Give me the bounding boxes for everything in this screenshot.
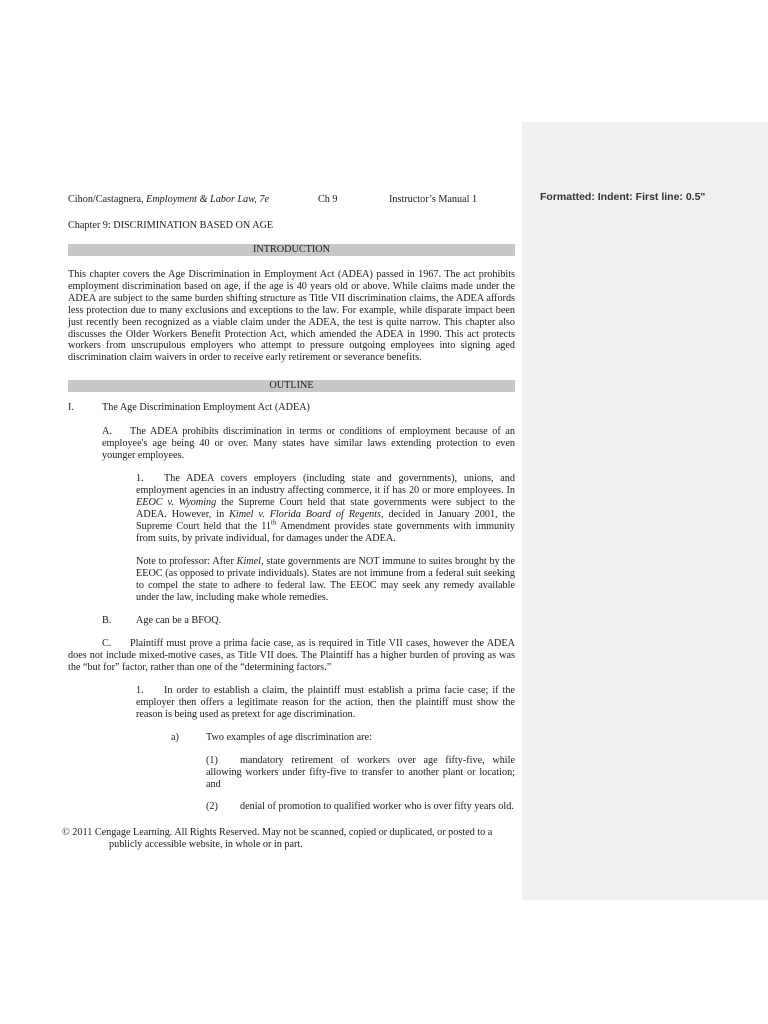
header-citation <box>68 194 269 206</box>
outline-a2-paragraph <box>206 801 515 813</box>
outline-a1-number: (1) <box>206 755 218 766</box>
comment-title: Formatted: Indent: First line: 0.5" <box>540 191 706 203</box>
outline-I-title: The Age Discrimination Employment Act (ADEA) <box>102 402 310 413</box>
copyright-footer <box>62 827 515 851</box>
header-chapter: Ch 9 <box>318 194 338 205</box>
outline-C1-number: 1. <box>136 685 144 696</box>
outline-A1-text2: the Supreme Court held that state governments were subject to the ADEA. However, in <box>136 496 515 520</box>
section-band-introduction: INTRODUCTION <box>68 244 515 256</box>
outline-C-paragraph <box>68 638 515 674</box>
outline-A1-text4: Amendment provides state governments with immunity from suits, by private individual, for damages under the ADEA. <box>136 520 515 544</box>
note-case-kimel: Kimel <box>236 556 261 567</box>
header-book-title: Employment & Labor Law, 7e <box>146 194 269 205</box>
intro-paragraph: This chapter covers the Age Discrimination in Employment Act (ADEA) passed in 1967. The act prohibits employment discrimination based on age, if the age is 40 years old or above. While claims made under the ADEA are subject to the same burden shifting structure as Title VII discrimination claims, the ADEA affords less protection due to many exclusions and exceptions to the law. For example, while disparate impact been just recently been recognized as a viable claim under the ADEA, the test is quite narrow. This chapter also discusses the Older Workers Benefit Protection Act, which amended the ADEA in 1990. This act protects workers from unscrupulous employers who attempt to pressure outgoing employees into signing aged discrimination claim waivers in order to receive early retirement or severance benefits. <box>68 269 515 364</box>
outline-A1-text1: The ADEA covers employers (including state and governments), unions, and employment agencies in an industry affecting commerce, it if has 20 or more employees. In <box>136 473 515 496</box>
outline-C-letter: C. <box>102 638 112 649</box>
outline-C1-text: In order to establish a claim, the plaintiff must establish a prima facie case; if the employer then offers a legitimate reason for the action, then the plaintiff must show the reason is being used as pretext for age discrimination. <box>136 685 515 720</box>
outline-A-paragraph <box>102 426 515 462</box>
outline-C-text: Plaintiff must prove a prima facie case, as is required in Title VII cases, however the ADEA does not include mixed-motive cases, as Title VII does. The Plaintiff has a higher burden of proving as was the “but for” factor, rather than one of the “determining factors.” <box>68 638 515 673</box>
section-band-outline: OUTLINE <box>68 380 515 392</box>
outline-C1-paragraph <box>136 685 515 721</box>
outline-I-number: I. <box>68 402 74 413</box>
note-text1: Note to professor: After <box>136 556 237 567</box>
outline-a1-paragraph <box>206 755 515 791</box>
footer-line2: publicly accessible website, in whole or in part. <box>109 838 303 850</box>
outline-a-text: Two examples of age discrimination are: <box>206 732 372 743</box>
header-authors: Cihon/Castagnera, <box>68 194 147 205</box>
outline-B-letter: B. <box>102 615 112 626</box>
outline-A1-paragraph <box>136 473 515 544</box>
running-header <box>68 194 515 208</box>
header-manual: Instructor’s Manual 1 <box>389 194 478 205</box>
comment-pane <box>522 122 768 900</box>
note-to-professor <box>136 556 515 604</box>
footer-line1: © 2011 Cengage Learning. All Rights Reserved. May not be scanned, copied or duplicated, or posted to a <box>62 827 493 838</box>
outline-A-letter: A. <box>102 426 112 437</box>
note-text2: , state governments are NOT immune to suites brought by the EEOC (as opposed to private individuals). States are not immune from a federal suit seeking to compel the state to adhere to federal law. The EEOC may seek any remedy available under the law, including make whole remedies. <box>136 556 515 603</box>
case-kimel: Kimel v. Florida Board of Regents <box>229 508 381 520</box>
chapter-title: Chapter 9: DISCRIMINATION BASED ON AGE <box>68 220 274 231</box>
outline-A1-text3: , decided in January 2001, the Supreme Court held that the 11 <box>136 508 516 532</box>
outline-B-text: Age can be a BFOQ. <box>136 615 222 626</box>
superscript-th: th <box>271 518 277 527</box>
outline-a2-text: denial of promotion to qualified worker who is over fifty years old. <box>240 801 514 812</box>
outline-a-letter: a) <box>171 732 179 743</box>
outline-A1-number: 1. <box>136 473 144 484</box>
outline-A-text: The ADEA prohibits discrimination in terms or conditions of employment because of an employee's age being 40 or over. Many states have similar laws extending protection to even younger employees. <box>102 426 515 461</box>
outline-a1-text: mandatory retirement of workers over age fifty-five, while allowing workers under fifty-five to transfer to another plant or location; and <box>206 755 515 790</box>
case-eeoc-v-wyoming: EEOC v. Wyoming <box>136 496 217 508</box>
outline-a2-number: (2) <box>206 801 218 812</box>
